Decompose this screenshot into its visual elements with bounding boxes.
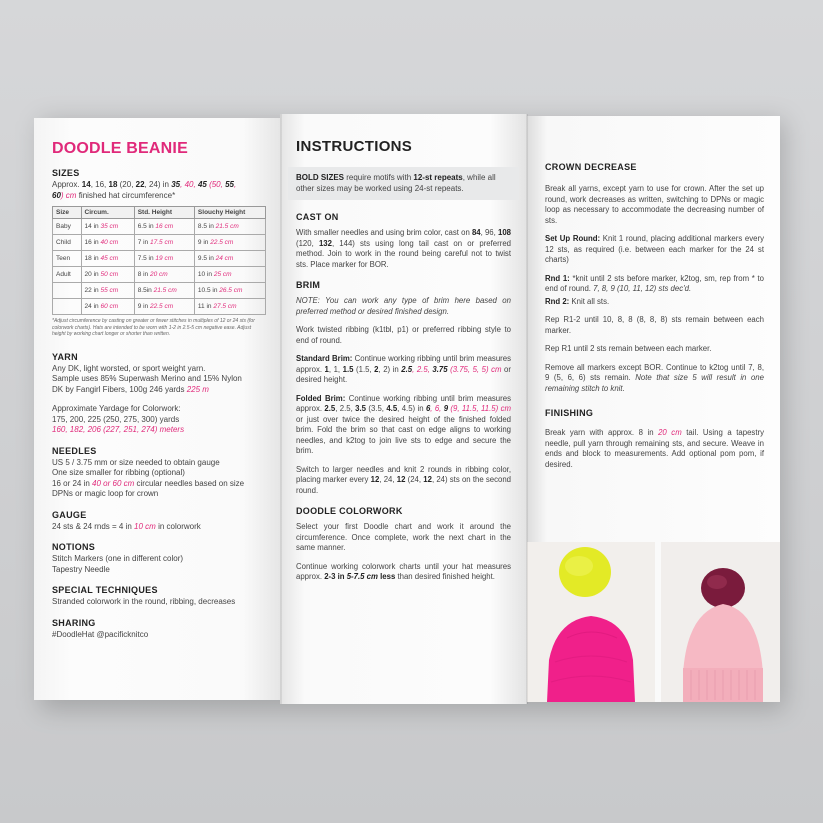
left-page bbox=[34, 118, 280, 700]
table-row: 22 in 55 cm 8.5in 21.5 cm 10.5 in 26.5 cm bbox=[53, 283, 266, 299]
standard-brim-text: Standard Brim: Continue working ribbing until brim measures approx. 1, 1, 1.5 (1.5, 2, 2) in 2.5, 2.5, 3.75 (3.75, 5, 5) cm or desired height. bbox=[296, 354, 511, 384]
needles-heading: NEEDLES bbox=[52, 445, 97, 456]
special-techniques-heading: SPECIAL TECHNIQUES bbox=[52, 585, 158, 595]
table-row: Child 16 in 40 cm 7 in 17.5 cm 9 in 22.5 cm bbox=[53, 235, 266, 251]
cast-on-heading: CAST ON bbox=[296, 212, 339, 222]
brim-ribbing-text: Work twisted ribbing (k1tbl, p1) or preferred ribbing style to end of round. bbox=[296, 325, 511, 345]
brim-note: NOTE: You can work any type of brim here based on preferred method or desired finished design. bbox=[296, 296, 511, 316]
remove-markers-text: Remove all markers except BOR. Continue to k2tog until 7, 8, 9 (5, 6, 6) sts remain. Note that size 5 will result in one remaining stitch to knit. bbox=[545, 362, 764, 393]
sharing-text: #DoodleHat @pacificknitco bbox=[52, 629, 149, 639]
yardage-text: Approximate Yardage for Colorwork: 175, 200, 225 (250, 275, 300) yards 160, 182, 206 (227, 251, 274) meters bbox=[52, 404, 185, 434]
bold-sizes-callout: BOLD SIZES require motifs with 12-st repeats, while all other sizes may be worked using 24-st repeats. bbox=[288, 167, 519, 200]
table-row: Teen 18 in 45 cm 7.5 in 19 cm 9.5 in 24 cm bbox=[53, 251, 266, 267]
size-table-note: *Adjust circumference by casting on greater or fewer stitches in multiples of 12 or 24 sts (for colorwork charts). Hats are intended to be worn with 1-2 in 2.5-5 cm negative ease. Adjust height by working chart longer or shorter than written. bbox=[52, 318, 255, 337]
notions-text: Stitch Markers (one in different color) Tapestry Needle bbox=[52, 554, 184, 574]
setup-round-text: Set Up Round: Knit 1 round, placing additional markers every 12 sts, as required (i.e. between each marker for the 24 st charts) bbox=[545, 234, 764, 264]
fold-line bbox=[526, 114, 528, 704]
repeat-1-text: Rep R1 until 2 sts remain between each marker. bbox=[545, 344, 712, 353]
switch-needles-text: Switch to larger needles and knit 2 rounds in ribbing color, placing marker every 12, 24, 12 (24, 12, 24) sts on the second round. bbox=[296, 464, 511, 495]
cast-on-text: With smaller needles and using brim color, cast on 84, 96, 108 (120, 132, 144) sts using long tail cast on or preferred method. Join to work in the round being careful not to twist sts. Place marker for BOR. bbox=[296, 228, 511, 269]
size-table bbox=[52, 206, 266, 315]
table-row: Baby 14 in 35 cm 6.5 in 16 cm 8.5 in 21.5 cm bbox=[53, 219, 266, 235]
sizes-text: Approx. 14, 16, 18 (20, 22, 24) in 35, 40, 45 (50, 55, 60) cm finished hat circumference* bbox=[52, 180, 237, 200]
gauge-text: 24 sts & 24 rnds = 4 in 10 cm in colorwork bbox=[52, 521, 201, 531]
yarn-text: Any DK, light worsted, or sport weight yarn. Sample uses 85% Superwash Merino and 15% Nylon DK by Fangirl Fibers, 100g 246 yards 225 m bbox=[52, 363, 242, 394]
sharing-heading: SHARING bbox=[52, 617, 96, 628]
colorwork-text: Select your first Doodle chart and work it around the circumference. Once complete, work the next chart in the same manner. bbox=[296, 522, 511, 552]
right-page bbox=[527, 116, 780, 702]
brim-heading: BRIM bbox=[296, 280, 321, 290]
rnd-1-text: Rnd 1: *knit until 2 sts before marker, k2tog, sm, rep from * to end of round. 7, 8, 9 (10, 11, 12) sts dec'd. bbox=[545, 273, 764, 293]
table-row: Adult 20 in 50 cm 8 in 20 cm 10 in 25 cm bbox=[53, 267, 266, 283]
middle-page bbox=[280, 114, 527, 704]
needles-text: US 5 / 3.75 mm or size needed to obtain gauge One size smaller for ribbing (optional) 16 or 24 in 40 or 60 cm circular needles based on size DPNs or magic loop for crown bbox=[52, 457, 245, 498]
finishing-heading: FINISHING bbox=[545, 408, 594, 418]
notions-heading: NOTIONS bbox=[52, 542, 96, 552]
table-row: 24 in 60 cm 9 in 22.5 cm 11 in 27.5 cm bbox=[53, 299, 266, 315]
yarn-heading: YARN bbox=[52, 351, 78, 362]
special-techniques-text: Stranded colorwork in the round, ribbing, decreases bbox=[52, 597, 236, 606]
sizes-heading: SIZES bbox=[52, 168, 80, 178]
size-table-header: Std. Height bbox=[134, 207, 194, 219]
gauge-heading: GAUGE bbox=[52, 509, 87, 520]
pink-beanie-yellow-pompom-image bbox=[527, 542, 655, 702]
finishing-text: Break yarn with approx. 8 in 20 cm tail. Using a tapestry needle, pull yarn through remaining sts, and secure. Weave in ends and block to measurements. Add optional pom pom, if desired. bbox=[545, 428, 764, 469]
size-table-header: Circum. bbox=[81, 207, 134, 219]
beanie-photo-pink bbox=[527, 542, 655, 702]
beanie-photo-light bbox=[661, 542, 780, 702]
pattern-title: DOODLE BEANIE bbox=[52, 140, 188, 157]
light-pink-beanie-burgundy-pompom-image bbox=[661, 542, 780, 702]
size-table-header: Size bbox=[53, 207, 82, 219]
colorwork-continue-text: Continue working colorwork charts until your hat measures approx. 2-3 in 5-7.5 cm less than desired finished height. bbox=[296, 561, 511, 581]
doodle-colorwork-heading: DOODLE COLORWORK bbox=[296, 506, 403, 516]
repeat-1-2-text: Rep R1-2 until 10, 8, 8 (8, 8, 8) sts remain between each marker. bbox=[545, 315, 764, 335]
size-table-header: Slouchy Height bbox=[194, 207, 265, 219]
instructions-title: INSTRUCTIONS bbox=[296, 138, 413, 155]
fold-line bbox=[280, 114, 282, 704]
rnd-2-text: Rnd 2: Knit all sts. bbox=[545, 296, 610, 306]
crown-intro-text: Break all yarns, except yarn to use for crown. After the set up round, work decreases as written, switching to DPNs or magic loop as necessary to accommodate the decreasing number of sts. bbox=[545, 184, 764, 225]
folded-brim-text: Folded Brim: Continue working ribbing until brim measures approx. 2.5, 2.5, 3.5 (3.5, 4.5, 4.5) in 6, 6, 9 (9, 11.5, 11.5) cm or just over twice the desired height of the finished folded brim. Fold the brim so that cast on edge aligns to working needles, and k2tog to join live sts to edge and secure the brim. bbox=[296, 393, 511, 455]
crown-decrease-heading: CROWN DECREASE bbox=[545, 162, 637, 172]
